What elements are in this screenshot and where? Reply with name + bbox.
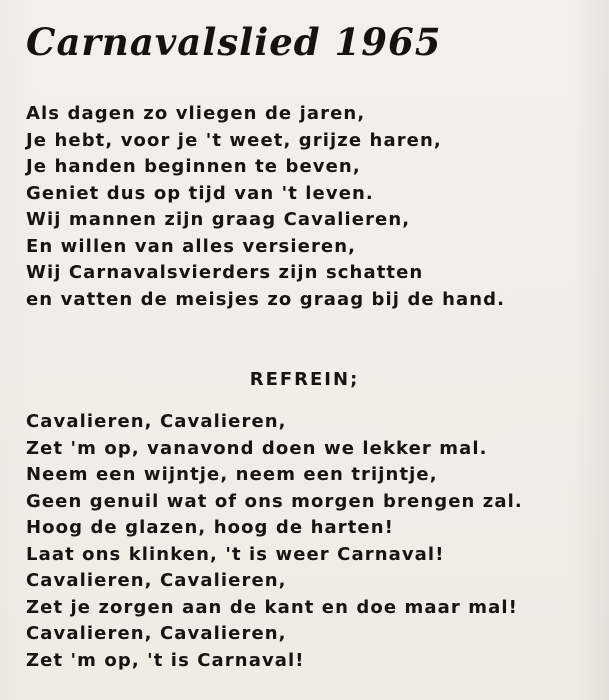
refrain-line: Cavalieren, Cavalieren,	[26, 623, 287, 644]
verse-line: Je hebt, voor je 't weet, grijze haren,	[26, 129, 442, 151]
verse-line: Je handen beginnen te beven,	[26, 156, 361, 177]
refrain-heading: REFREIN;	[249, 369, 360, 390]
refrain-line: Cavalieren, Cavalieren,	[26, 411, 287, 432]
verse	[26, 101, 505, 313]
verse-line: Wij mannen zijn graag Cavalieren,	[26, 209, 411, 230]
verse-line: Geniet dus op tijd van 't leven.	[26, 182, 374, 204]
refrain-line: Hoog de glazen, hoog de harten!	[26, 517, 394, 538]
refrain-line: Laat ons klinken, 't is weer Carnaval!	[26, 543, 445, 565]
verse-line: En willen van alles versieren,	[26, 235, 357, 257]
verse-line: Wij Carnavalsvierders zijn schatten	[26, 262, 424, 283]
refrain-line: Cavalieren, Cavalieren,	[26, 570, 287, 591]
refrain	[26, 409, 523, 674]
verse-line: en vatten de meisjes zo graag bij de hand.	[26, 288, 506, 310]
refrain-line: Zet 'm op, vanavond doen we lekker mal.	[26, 437, 488, 459]
song-title: Carnavalslied 1965	[26, 20, 442, 64]
refrain-line: Geen genuil wat of ons morgen brengen zal.	[26, 490, 523, 512]
refrain-line: Zet je zorgen aan de kant en doe maar mal!	[26, 596, 518, 618]
verse-line: Als dagen zo vliegen de jaren,	[26, 103, 366, 124]
refrain-line: Zet 'm op, 't is Carnaval!	[26, 649, 305, 671]
refrain-line: Neem een wijntje, neem een trijntje,	[26, 464, 438, 485]
